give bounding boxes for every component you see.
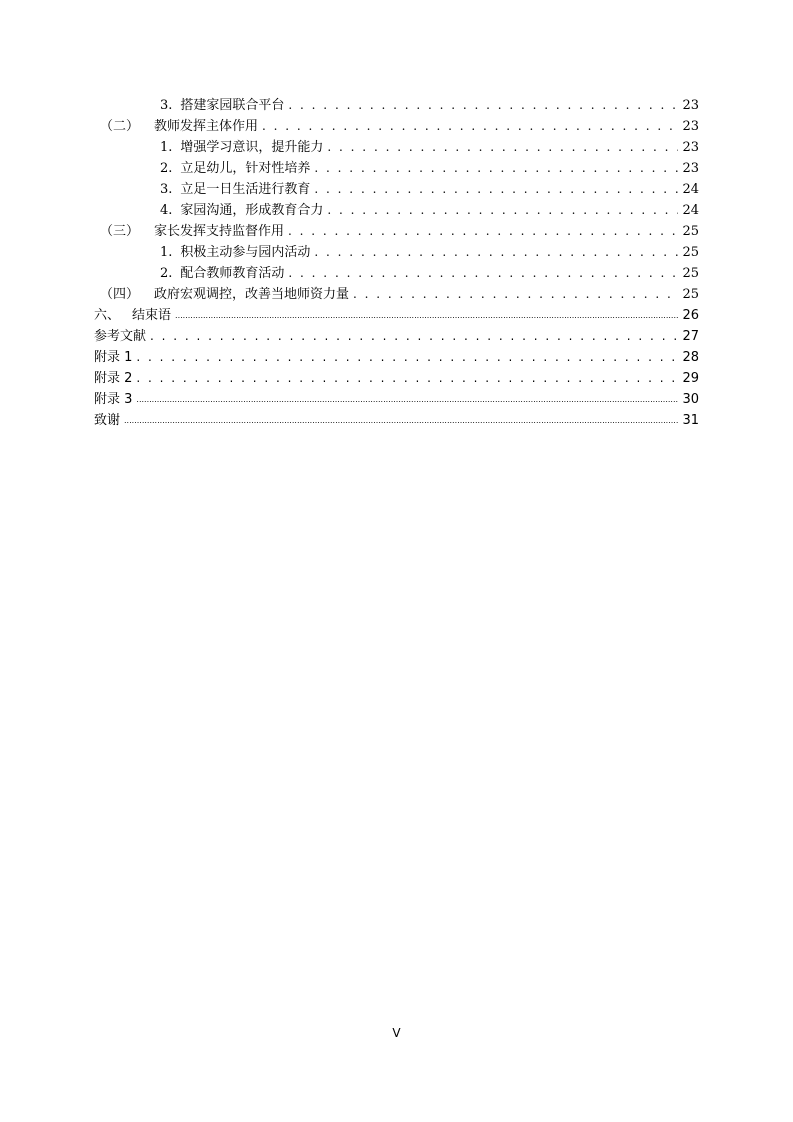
toc-entry-number: 3. [160, 182, 173, 197]
toc-entry[interactable] [94, 158, 699, 179]
toc-entry-title: 家长发挥支持监督作用 [154, 224, 285, 239]
toc-entry-page: 25 [682, 224, 699, 239]
toc-leader [175, 305, 678, 326]
toc-entry-title: 教师发挥主体作用 [154, 119, 259, 134]
toc-entry-page: 23 [682, 119, 699, 134]
toc-leader [136, 389, 678, 410]
toc-leader [353, 284, 678, 305]
toc-leader [288, 263, 678, 284]
toc-entry-page: 31 [682, 413, 699, 428]
toc-entry-page: 25 [682, 266, 699, 281]
toc-entry-page: 24 [682, 203, 699, 218]
toc-entry[interactable] [94, 368, 699, 389]
toc-entry-page: 23 [682, 140, 699, 155]
toc-entry-page: 23 [682, 98, 699, 113]
toc-entry[interactable] [94, 242, 699, 263]
toc-leader [314, 179, 678, 200]
page-number: V [392, 1026, 401, 1040]
toc-entry-title: 参考文献 [94, 329, 147, 344]
toc-leader [314, 242, 678, 263]
toc-entry[interactable] [94, 326, 699, 347]
toc-entry-number: （四） [100, 287, 140, 302]
toc-entry-title: 积极主动参与园内活动 [180, 245, 311, 260]
toc-entry-title: 搭建家园联合平台 [180, 98, 285, 113]
toc-entry-page: 25 [682, 245, 699, 260]
toc-entry-number: 3. [160, 98, 173, 113]
toc-entry-title: 致谢 [94, 413, 121, 428]
toc-entry[interactable] [94, 137, 699, 158]
toc-entry[interactable] [94, 347, 699, 368]
toc-entry-title: 附录 3 [94, 392, 133, 407]
toc-entry-page: 27 [682, 329, 699, 344]
toc-entry[interactable] [94, 116, 699, 137]
toc-entry-page: 26 [682, 308, 699, 323]
toc-entry[interactable] [94, 179, 699, 200]
toc-entry-number: 2. [160, 161, 173, 176]
toc-entry[interactable] [94, 200, 699, 221]
toc-leader [124, 410, 678, 431]
toc-leader [327, 137, 678, 158]
toc-leader [288, 95, 678, 116]
toc-entry-number: 4. [160, 203, 173, 218]
toc-entry-title: 立足一日生活进行教育 [180, 182, 311, 197]
toc-leader [262, 116, 678, 137]
toc-entry-title: 附录 2 [94, 371, 133, 386]
toc-leader [136, 347, 678, 368]
toc-leader [150, 326, 678, 347]
toc-entry-page: 24 [682, 182, 699, 197]
toc-entry-page: 29 [682, 371, 699, 386]
toc-entry-page: 28 [682, 350, 699, 365]
toc-entry-number: 2. [160, 266, 173, 281]
toc-entry[interactable] [94, 305, 699, 326]
toc-entry-number: 1. [160, 245, 173, 260]
toc-entry-title: 政府宏观调控，改善当地师资力量 [154, 287, 350, 302]
toc-entry-page: 25 [682, 287, 699, 302]
toc-entry-title: 配合教师教育活动 [180, 266, 285, 281]
toc-entry-title: 附录 1 [94, 350, 133, 365]
toc-entry[interactable] [94, 95, 699, 116]
table-of-contents [94, 95, 699, 431]
toc-entry[interactable] [94, 389, 699, 410]
toc-entry-title: 结束语 [132, 308, 172, 323]
toc-entry-number: 六、 [94, 308, 121, 323]
toc-leader [314, 158, 678, 179]
toc-leader [327, 200, 678, 221]
toc-entry-title: 增强学习意识，提升能力 [180, 140, 324, 155]
toc-entry-number: 1. [160, 140, 173, 155]
toc-entry-page: 30 [682, 392, 699, 407]
toc-entry[interactable] [94, 221, 699, 242]
toc-entry-title: 家园沟通，形成教育合力 [180, 203, 324, 218]
toc-entry-title: 立足幼儿，针对性培养 [180, 161, 311, 176]
toc-leader [288, 221, 678, 242]
toc-entry-page: 23 [682, 161, 699, 176]
toc-entry[interactable] [94, 263, 699, 284]
toc-entry[interactable] [94, 284, 699, 305]
toc-entry-number: （二） [100, 119, 140, 134]
toc-leader [136, 368, 678, 389]
toc-entry[interactable] [94, 410, 699, 431]
toc-entry-number: （三） [100, 224, 140, 239]
